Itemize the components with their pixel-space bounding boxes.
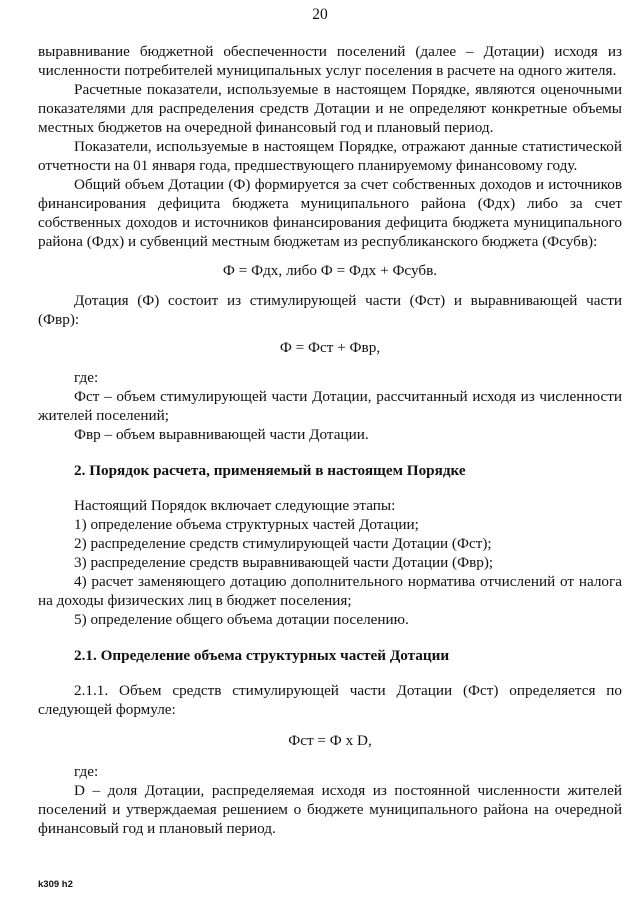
list-item: 4) расчет заменяющего дотацию дополнительного норматива отчислений от налога на доходы физических лиц в бюджет поселения; — [38, 573, 622, 609]
formula-dotation-parts: Ф = Фст + Фвр, — [279, 339, 381, 356]
paragraph: выравнивание бюджетной обеспеченности поселений (далее – Дотации) исходя из численности потребителей муниципальных услуг поселения в расчете на одного жителя. — [38, 43, 622, 79]
paragraph: Показатели, используемые в настоящем Порядке, отражают данные статистической отчетности на 01 января года, предшествующего планируемому финансовому году. — [38, 138, 622, 174]
paragraph: Расчетные показатели, используемые в настоящем Порядке, являются оценочными показателями для распределения средств Дотации и не определяют конкретные объемы местных бюджетов на очередной финансовый год и плановый период. — [38, 81, 622, 136]
list-item: 2) распределение средств стимулирующей части Дотации (Фст); — [74, 535, 492, 552]
formula-total-dotation: Ф = Фдх, либо Ф = Фдх + Фсубв. — [222, 262, 438, 279]
list-item: 5) определение общего объема дотации поселению. — [74, 611, 409, 628]
page-number: 20 — [312, 6, 328, 23]
definition-fvr: Фвр – объем выравнивающей части Дотации. — [74, 426, 369, 443]
subsection-heading: 2.1. Определение объема структурных частей Дотации — [74, 647, 450, 664]
document-body — [38, 42, 622, 838]
formula-stimulating-part: Фст = Ф х D, — [288, 732, 372, 749]
paragraph: Общий объем Дотации (Ф) формируется за счет собственных доходов и источников финансирования дефицита бюджета муниципального района (Фдх) либо за счет собственных доходов и источников финансирования дефицита бюджета муниципального района (Фдх) и субвенций местным бюджетам из республиканского бюджета (Фсубв): — [38, 176, 622, 250]
section-intro: Настоящий Порядок включает следующие этапы: — [74, 497, 396, 514]
list-item: 1) определение объема структурных частей Дотации; — [74, 516, 419, 533]
footer-code: k309 h2 — [38, 879, 73, 890]
definition-d: D – доля Дотации, распределяемая исходя из постоянной численности жителей поселений и утверждаемая решением о бюджете муниципального района на очередной финансовый год и плановый период. — [38, 782, 622, 837]
where-label: где: — [74, 369, 99, 386]
paragraph: 2.1.1. Объем средств стимулирующей части Дотации (Фст) определяется по следующей формуле: — [38, 682, 622, 718]
definition-fst: Фст – объем стимулирующей части Дотации, рассчитанный исходя из численности жителей поселений; — [38, 388, 622, 424]
list-item: 3) распределение средств выравнивающей части Дотации (Фвр); — [74, 554, 494, 571]
where-label: где: — [74, 763, 99, 780]
paragraph: Дотация (Ф) состоит из стимулирующей части (Фст) и выравнивающей части (Фвр): — [38, 292, 622, 328]
section-heading: 2. Порядок расчета, применяемый в настоящем Порядке — [74, 462, 466, 479]
